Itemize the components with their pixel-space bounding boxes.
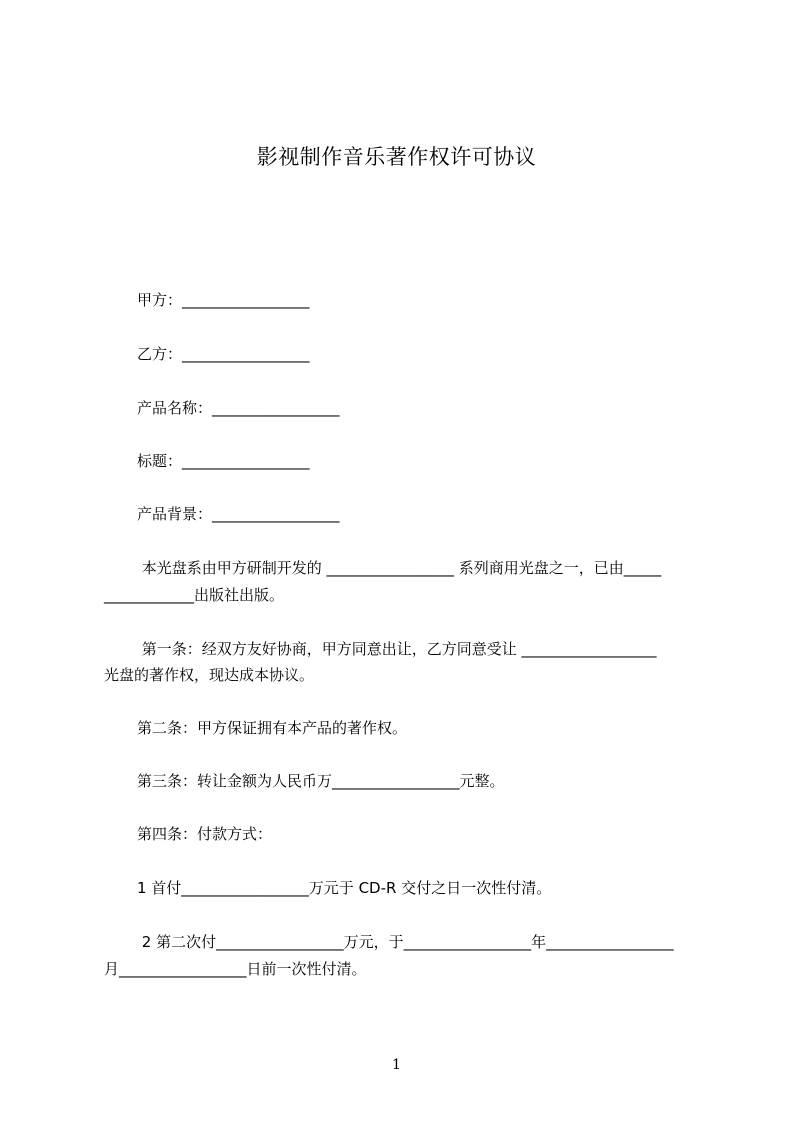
article-4-line: 第四条：付款方式： [137,825,273,843]
article-3-line: 第三条：转让金额为人民币万_________________元整。 [137,772,505,790]
article-2-line: 第二条：甲方保证拥有本产品的著作权。 [137,719,408,737]
intro-paragraph-line-2: ____________出版社出版。 [104,586,285,604]
article-1-line-1: 第一条：经双方友好协商，甲方同意出让，乙方同意受让 __________________ [137,640,657,658]
document-title: 影视制作音乐著作权许可协议 [256,145,537,169]
subject-line: 标题：_________________ [137,452,310,470]
party-a-line: 甲方：_________________ [137,291,310,309]
party-b-line: 乙方：_________________ [137,345,310,363]
intro-paragraph-line-1: 本光盘系由甲方研制开发的 _________________ 系列商用光盘之一，已由_____ [137,559,662,577]
product-name-line: 产品名称：_________________ [137,399,340,417]
page-number: 1 [392,1057,401,1073]
payment-2-line-2: 月_________________日前一次性付清。 [104,960,367,978]
product-background-line: 产品背景：_________________ [137,505,340,523]
payment-1-line: 1 首付_________________万元于 CD-R 交付之日一次性付清。 [137,879,552,897]
article-1-line-2: 光盘的著作权，现达成本协议。 [104,666,315,684]
payment-2-line-1: 2 第二次付_________________万元，于_________________年_________________ [137,933,674,951]
